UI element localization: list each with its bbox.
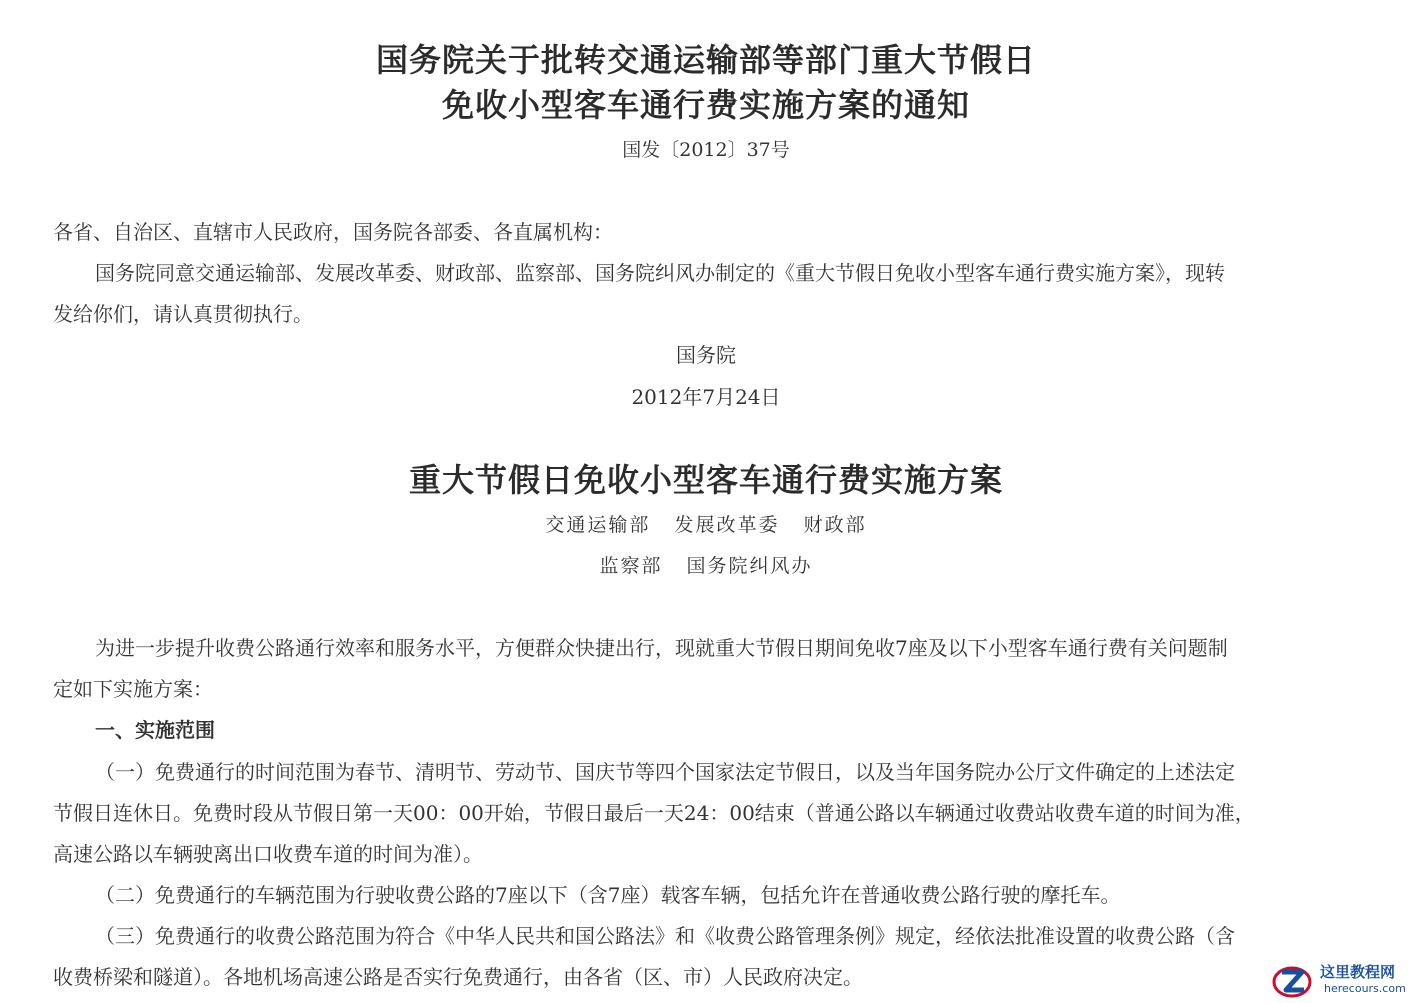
site-logo-icon (1272, 962, 1312, 1000)
watermark (1268, 960, 1416, 1003)
intro-line-1: 为进一步提升收费公路通行效率和服务水平，方便群众快捷出行，现就重大节假日期间免收7座及以下小型客车通行费有关问题制 (95, 636, 1228, 660)
intro-line-2: 定如下实施方案： (53, 677, 213, 701)
plan-title: 重大节假日免收小型客车通行费实施方案 (408, 461, 1003, 499)
notice-body-line-2: 发给你们，请认真贯彻执行。 (53, 302, 313, 326)
departments-line-1: 交通运输部 发展改革委 财政部 (545, 514, 867, 536)
item-1-line-2: 节假日连休日。免费时段从节假日第一天00：00开始，节假日最后一天24：00结束（普通公路以车辆通过收费站收费车道的时间为准， (53, 801, 1255, 825)
signer: 国务院 (676, 343, 736, 367)
watermark-url: herecours.com (1324, 982, 1406, 995)
notice-title-line-2: 免收小型客车通行费实施方案的通知 (441, 86, 970, 124)
section-heading: 一、实施范围 (95, 718, 215, 742)
document-number: 国发〔2012〕37号 (622, 139, 790, 161)
item-1-line-3: 高速公路以车辆驶离出口收费车道的时间为准）。 (53, 842, 483, 866)
departments-line-2: 监察部 国务院纠风办 (599, 555, 813, 577)
notice-body-line-1: 国务院同意交通运输部、发展改革委、财政部、监察部、国务院纠风办制定的《重大节假日免收小型客车通行费实施方案》，现转 (95, 261, 1225, 285)
addressee-line: 各省、自治区、直辖市人民政府，国务院各部委、各直属机构： (53, 220, 613, 244)
item-1-line-1: （一）免费通行的时间范围为春节、清明节、劳动节、国庆节等四个国家法定节假日，以及当年国务院办公厅文件确定的上述法定 (95, 760, 1235, 784)
notice-title-line-1: 国务院关于批转交通运输部等部门重大节假日 (375, 41, 1036, 79)
item-3-line-1: （三）免费通行的收费公路范围为符合《中华人民共和国公路法》和《收费公路管理条例》规定，经依法批准设置的收费公路（含 (95, 924, 1235, 948)
item-2-line-1: （二）免费通行的车辆范围为行驶收费公路的7座以下（含7座）载客车辆，包括允许在普通收费公路行驶的摩托车。 (95, 883, 1121, 907)
watermark-name: 这里教程网 (1320, 963, 1396, 981)
notice-date: 2012年7月24日 (631, 385, 781, 409)
item-3-line-2: 收费桥梁和隧道）。各地机场高速公路是否实行免费通行，由各省（区、市）人民政府决定。 (53, 965, 863, 989)
